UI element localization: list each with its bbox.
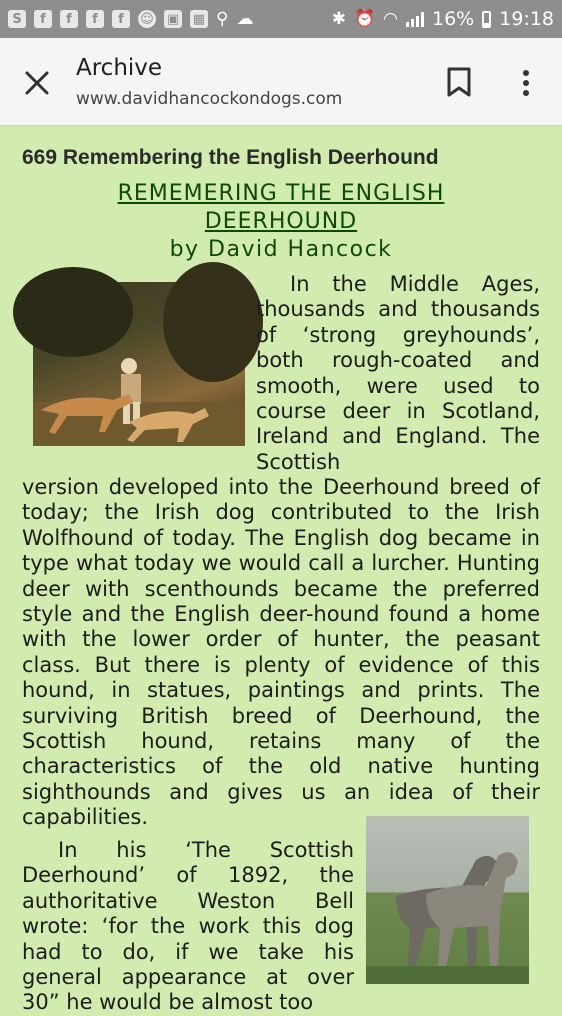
heading-line-1: REMEMERING THE ENGLISH	[117, 181, 445, 206]
facebook-icon: f	[34, 10, 52, 28]
custom-tab-toolbar	[0, 38, 562, 126]
notification-icons	[8, 9, 253, 29]
deerhounds-photo-image	[366, 816, 529, 984]
close-button[interactable]	[22, 68, 52, 98]
close-icon	[22, 68, 52, 98]
battery-icon	[482, 11, 491, 28]
signal-icon	[406, 11, 424, 27]
more-vert-icon	[514, 68, 538, 98]
system-icons	[332, 8, 554, 30]
wifi-icon: ◠	[383, 9, 398, 29]
bluetooth-icon: ✱	[331, 9, 346, 29]
facebook-icon: f	[60, 10, 78, 28]
hunting-painting-image	[33, 282, 245, 446]
weather-icon: ☁	[236, 9, 254, 29]
toolbar-url: www.davidhancockondogs.com	[76, 89, 343, 109]
emoji-icon: ☺	[138, 10, 156, 28]
facebook-icon: f	[112, 10, 130, 28]
photo-icon: ▣	[164, 10, 182, 28]
more-options-button[interactable]	[514, 68, 538, 98]
facebook-icon: f	[86, 10, 104, 28]
article-paragraph-2: In his ‘The Scottish Deerhound’ of 1892, the authoritative Weston Bell wrote: ‘for the work this dog had to do, if we take his general appearance at over 30” he would be almost too	[22, 838, 354, 1015]
article-heading	[0, 180, 562, 264]
alarm-icon: ⏰	[353, 9, 376, 29]
web-content[interactable]	[0, 126, 562, 1015]
toolbar-title: Archive	[76, 55, 163, 81]
article-paragraph-1-intro: In the Middle Ages, thousands and thousands of ‘strong greyhounds’, both rough-coated and smooth, were used to course deer in Scotland, Ireland and England. The Scottish	[256, 272, 540, 474]
location-icon: ⚲	[216, 9, 229, 29]
post-title: 669 Remembering the English Deerhound	[22, 146, 439, 169]
bookmark-button[interactable]	[446, 66, 472, 98]
article-paragraph-1-cont: version developed into the Deerhound breed of today; the Irish dog contributed to the Irish Wolfhound of today. The English dog became in type what today we would call a lurcher. Hunting deer with scenthounds became the preferred style and the English deer-hound found a home with the lower order of hunter, the peasant class. But there is plenty of evidence of this hound, in statues, paintings and prints. The surviving British breed of Deerhound, the Scottish hound, retains many of the characteristics of the old native hunting sighthounds and gives us an idea of their capabilities.	[22, 475, 540, 830]
heading-line-2: DEERHOUND	[204, 209, 358, 234]
battery-percent: 16%	[432, 8, 475, 30]
s-icon: S	[8, 10, 26, 28]
bookmark-icon	[446, 66, 472, 98]
byline: by David Hancock	[169, 237, 393, 262]
clock: 19:18	[499, 8, 554, 30]
status-bar	[0, 0, 562, 38]
gallery-icon: ▦	[190, 10, 208, 28]
